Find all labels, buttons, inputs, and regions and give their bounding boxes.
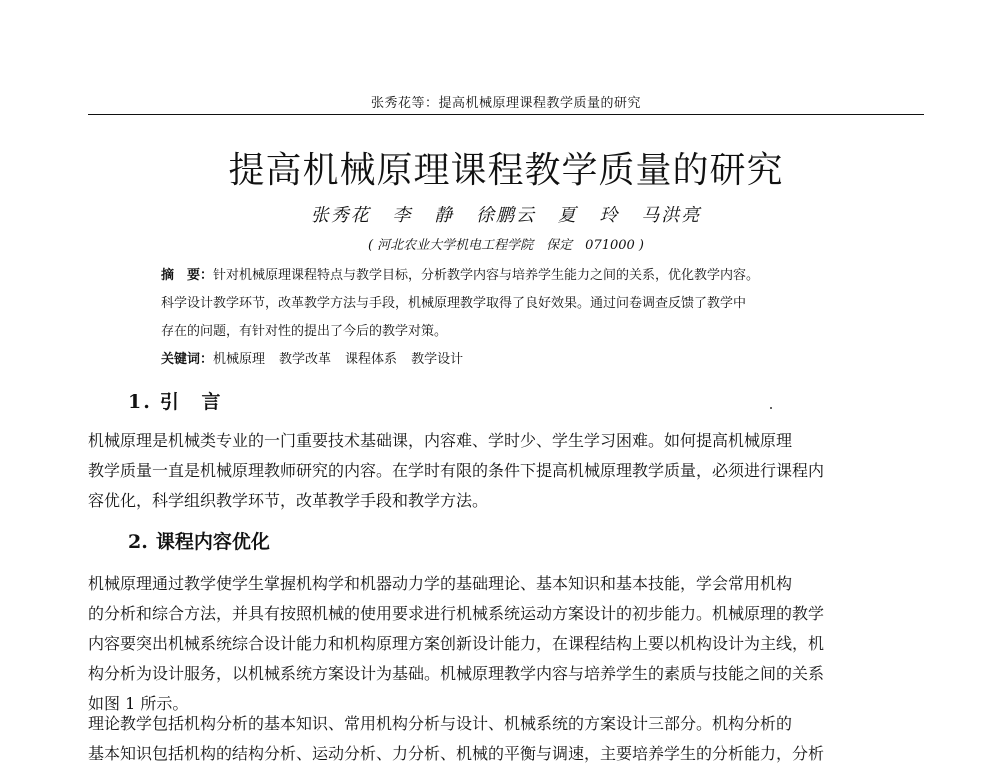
- author-name: 张秀花: [310, 205, 371, 226]
- section-heading-introduction: [128, 387, 228, 414]
- course-content-paragraph: [88, 569, 928, 719]
- paragraph-line: 构分析为设计服务，以机械系统方案设计为基础。机械原理教学内容与培养学生的素质与技能之间的关系: [88, 664, 825, 683]
- scan-speck: [770, 407, 772, 409]
- abstract-line: 存在的问题，有针对性的提出了今后的教学对策。: [161, 324, 448, 339]
- paragraph-line: 基本知识包括机构的结构分析、运动分析、力分析、机械的平衡与调速，主要培养学生的分析能力，分析: [88, 744, 825, 763]
- article-title: 提高机械原理课程教学质量的研究: [228, 150, 784, 191]
- keywords-line: [161, 346, 851, 374]
- paragraph-line: 理论教学包括机构分析的基本知识、常用机构分析与设计、机械系统的方案设计三部分。机构分析的: [88, 714, 793, 733]
- keyword-item: 课程体系: [345, 352, 398, 367]
- author-name: 徐鹏云: [476, 205, 536, 226]
- author-name: 马洪亮: [641, 205, 702, 226]
- keywords-label: 关键词：: [161, 352, 214, 367]
- section-number: 1.: [128, 391, 152, 413]
- author-list: [88, 201, 924, 227]
- abstract-text: 针对机械原理课程特点与教学目标，分析教学内容与培养学生能力之间的关系，优化教学内容。: [213, 268, 760, 283]
- paragraph-line: 机械原理是机械类专业的一门重要技术基础课，内容难、学时少、学生学习困难。如何提高机械原理: [88, 431, 793, 450]
- keyword-item: 教学改革: [279, 352, 332, 367]
- author-affiliation: ( 河北农业大学机电工程学院 保定 071000 ): [367, 238, 645, 253]
- abstract-block: [161, 262, 851, 374]
- abstract-label: 摘 要：: [161, 268, 214, 283]
- paragraph-line: 内容要突出机械系统综合设计能力和机构原理方案创新设计能力，在课程结构上要以机构设计为主线，机: [88, 634, 825, 653]
- section-title: 引 言: [159, 391, 229, 413]
- introduction-paragraph: [88, 426, 928, 516]
- header-rule: [88, 114, 924, 115]
- running-header: 张秀花等：提高机械原理课程教学质量的研究: [370, 96, 641, 111]
- theory-teaching-paragraph: [88, 709, 928, 769]
- section-title: 课程内容优化: [155, 531, 270, 553]
- abstract-line: [161, 262, 851, 290]
- author-name: 李 静: [392, 205, 455, 226]
- author-name: 夏 玲: [557, 205, 620, 226]
- paragraph-line: 容优化，科学组织教学环节，改革教学手段和教学方法。: [88, 491, 489, 510]
- paragraph-line: 如图 1 所示。: [88, 694, 189, 713]
- paragraph-line: 机械原理通过教学使学生掌握机构学和机器动力学的基础理论、基本知识和基本技能，学会常用机构: [88, 574, 793, 593]
- paragraph-line: 教学质量一直是机械原理教师研究的内容。在学时有限的条件下提高机械原理教学质量，必须进行课程内: [88, 461, 825, 480]
- keyword-item: 教学设计: [411, 352, 464, 367]
- abstract-line: 科学设计教学环节，改革教学方法与手段，机械原理教学取得了良好效果。通过问卷调查反馈了教学中: [161, 296, 747, 311]
- section-heading-course-content: [128, 527, 270, 554]
- keyword-item: 机械原理: [213, 352, 266, 367]
- section-number: 2.: [128, 531, 148, 553]
- paragraph-line: 的分析和综合方法，并具有按照机械的使用要求进行机械系统运动方案设计的初步能力。机械原理的教学: [88, 604, 825, 623]
